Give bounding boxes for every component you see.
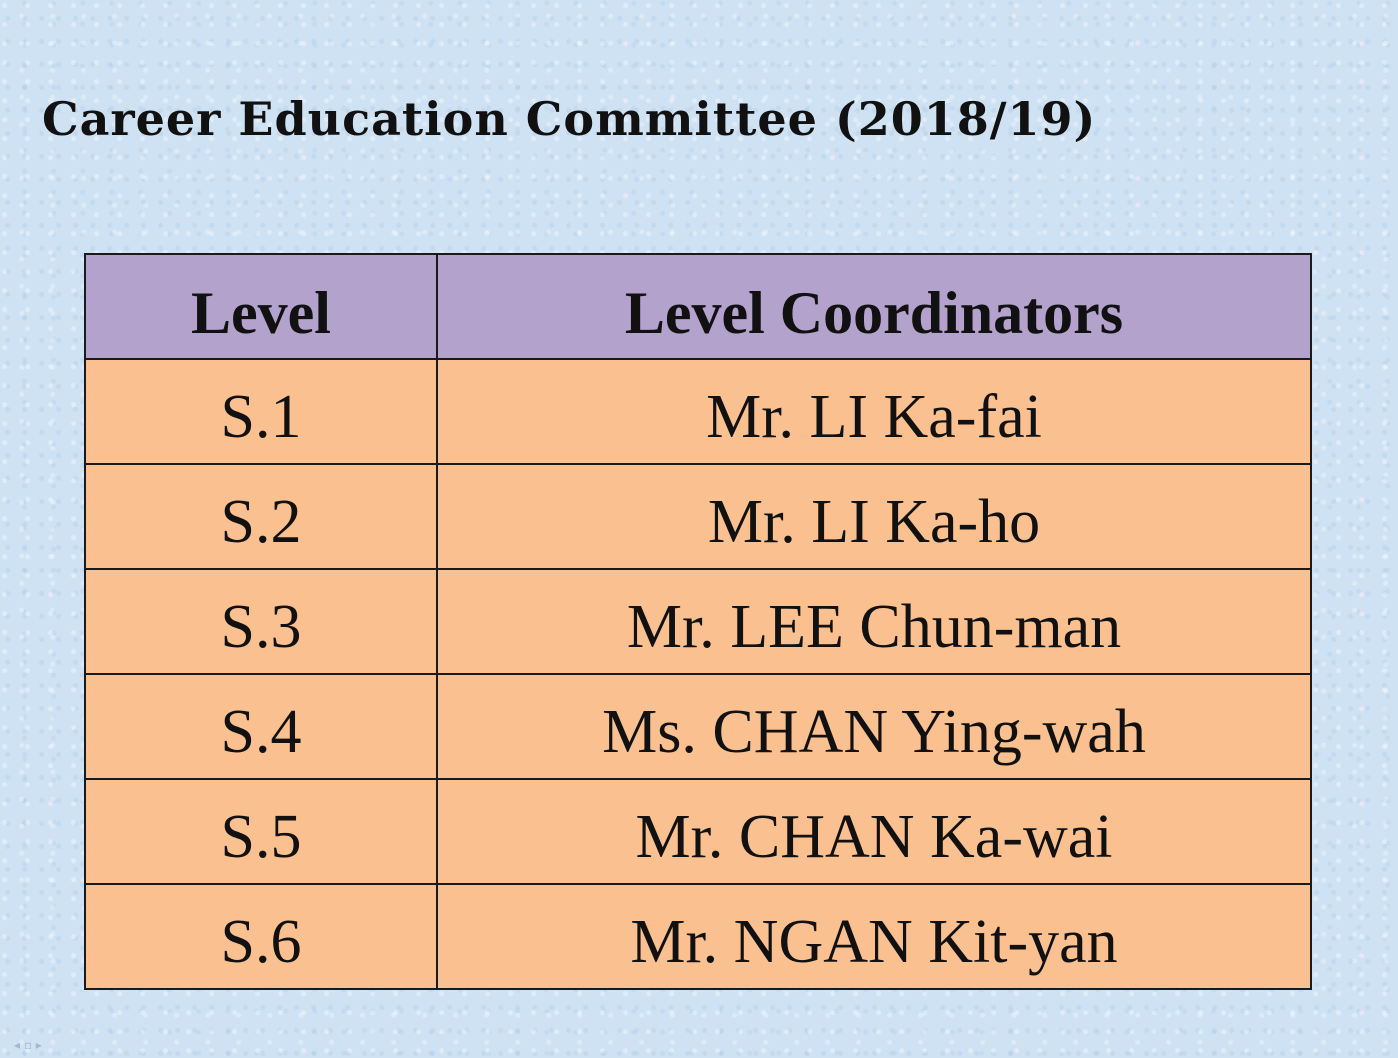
level-cell: S.6: [85, 884, 437, 989]
slide-title: Career Education Committee (2018/19): [42, 92, 1097, 146]
coordinator-cell: Ms. CHAN Ying-wah: [437, 674, 1311, 779]
table-row: [85, 569, 1311, 674]
header-level: Level: [85, 254, 437, 359]
coordinators-table: [84, 253, 1312, 990]
coordinator-cell: Mr. LI Ka-fai: [437, 359, 1311, 464]
table-row: [85, 674, 1311, 779]
level-cell: S.4: [85, 674, 437, 779]
level-cell: S.5: [85, 779, 437, 884]
coordinator-cell: Mr. LEE Chun-man: [437, 569, 1311, 674]
level-cell: S.1: [85, 359, 437, 464]
level-cell: S.3: [85, 569, 437, 674]
coordinator-cell: Mr. CHAN Ka-wai: [437, 779, 1311, 884]
table-header-row: [85, 254, 1311, 359]
header-coordinators: Level Coordinators: [437, 254, 1311, 359]
coordinator-cell: Mr. LI Ka-ho: [437, 464, 1311, 569]
table-row: [85, 359, 1311, 464]
table-row: [85, 779, 1311, 884]
coordinator-cell: Mr. NGAN Kit-yan: [437, 884, 1311, 989]
table-row: [85, 464, 1311, 569]
level-cell: S.2: [85, 464, 437, 569]
slide-nav-icons: ◂ ▫ ▸: [14, 1038, 42, 1052]
table-row: [85, 884, 1311, 989]
